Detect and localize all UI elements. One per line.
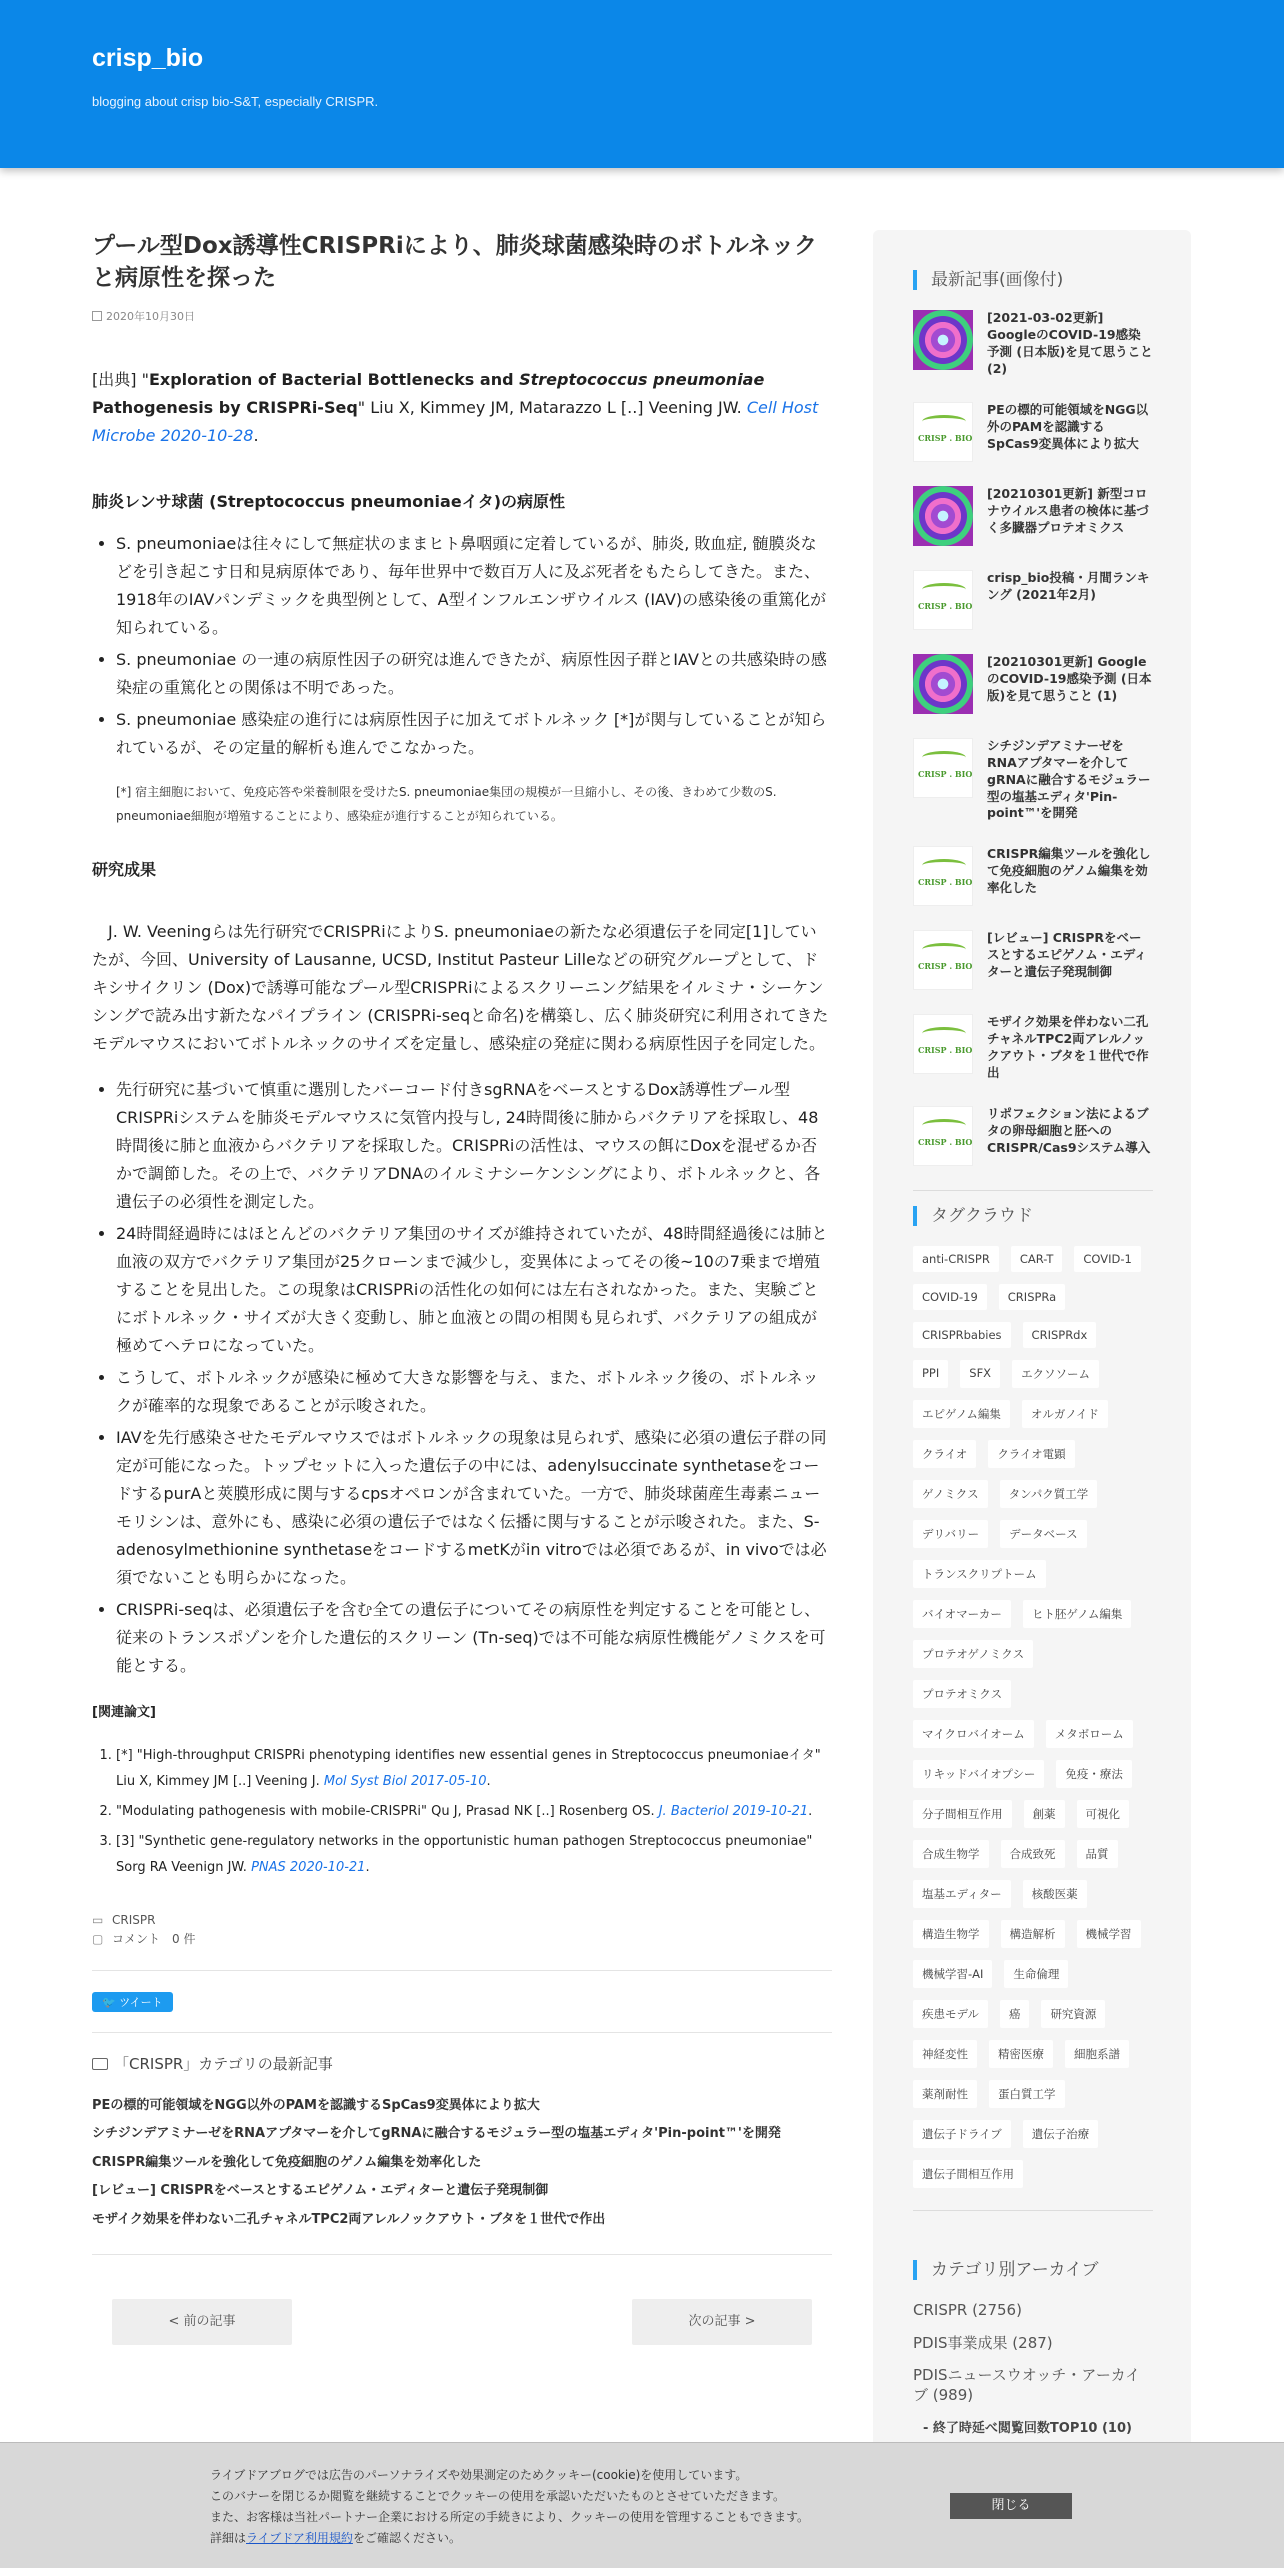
category-recent-heading-text: 「CRISPR」カテゴリの最新記事 bbox=[114, 2054, 333, 2073]
sidebar bbox=[873, 230, 1191, 2568]
thumbnail-image[interactable] bbox=[913, 930, 973, 990]
source-authors: " Liu X, Kimmey JM, Matarazzo L [..] Veening JW. bbox=[357, 398, 747, 418]
article bbox=[92, 230, 832, 2385]
tag-item[interactable]: デリバリー bbox=[913, 1520, 988, 1548]
source-end: . bbox=[253, 426, 259, 446]
tag-item[interactable]: ゲノミクス bbox=[913, 1480, 988, 1508]
source-title-c: Pathogenesis by CRISPRi-Seq bbox=[92, 398, 358, 418]
list-item: • 先行研究に基づいて慎重に選別したバーコード付きsgRNAをベースとするDox誘導性プール型CRISPRiシステムを肺炎モデルマウスに気管内投与し, 24時間後に肺からバクテリアを採取し、48時間後に肺と血液からバクテリアを採取した。CRISPRiの活性は、マウスの餌にDoxを混ぜるか否かで調節した。その上で、バクテリアDNAのイルミナシーケンシングにより、ボトルネックと、各遺伝子の必須性を測定した。 bbox=[116, 1076, 832, 1216]
tag-item[interactable]: タンパク質工学 bbox=[1000, 1480, 1098, 1508]
post-title: プール型Dox誘導性CRISPRiにより、肺炎球菌感染時のボトルネックと病原性を探った bbox=[92, 233, 818, 292]
tag-item[interactable]: 研究資源 bbox=[1041, 2000, 1105, 2028]
recent-post-title[interactable]: シチジンデアミナーゼをRNAアプタマーを介してgRNAに融合するモジュラー型の塩基エディタ'Pin-point™'を開発 bbox=[987, 737, 1151, 821]
tag-item[interactable]: エピゲノム編集 bbox=[913, 1400, 1010, 1428]
site-header bbox=[0, 0, 1284, 168]
tag-item[interactable]: 核酸医薬 bbox=[1023, 1880, 1087, 1908]
recent-post-title[interactable]: crisp_bio投稿・月間ランキング (2021年2月) bbox=[987, 569, 1150, 602]
tag-item[interactable]: CRISPRbabies bbox=[913, 1322, 1011, 1348]
section2-intro: J. W. Veeningらは先行研究でCRISPRiによりS. pneumoniaeの新たな必須遺伝子を同定[1]していたが、今回、University of Lausanne, UCSD, Institut Pasteur Lilleなどの研究グループとして、ドキシサイクリン (Dox)で誘導可能なプール型CRISPRiによるスクリーニング結果をイルミナ・シーケンシングで読み出す新たなパイプライン (CRISPRi-seqと命名)を構築し、広く肺炎研究に利用されてきたモデルマウスにおいてボトルネックのサイズを定量し、感染症の発症に関わる病原性因子を同定した。 bbox=[92, 922, 829, 1054]
post-category bbox=[92, 1911, 832, 1930]
tag-item[interactable]: 免疫・療法 bbox=[1056, 1760, 1132, 1788]
recent-post[interactable] bbox=[913, 1106, 1153, 1166]
thumbnail-image[interactable] bbox=[913, 654, 973, 714]
prev-post-button[interactable]: < 前の記事 bbox=[112, 2299, 292, 2345]
thumbnail-image[interactable] bbox=[913, 570, 973, 630]
source-title-a: Exploration of Bacterial Bottlenecks and bbox=[148, 370, 520, 390]
cookie-line: また、お客様は当社パートナー企業における所定の手続きにより、クッキーの使用を管理することもできます。 bbox=[210, 2510, 810, 2524]
divider bbox=[913, 2210, 1153, 2211]
reference-text: [*] "High-throughput CRISPRi phenotyping identifies new essential genes in Streptococcus pneumoniaeイタ" Liu X, Kimmey JM [..] Veening J. bbox=[116, 1748, 821, 1790]
thumbnail-image[interactable] bbox=[913, 738, 973, 798]
list-item[interactable]: シチジンデアミナーゼをRNAアプタマーを介してgRNAに融合するモジュラー型の塩基エディタ'Pin-point™'を開発 bbox=[92, 2126, 781, 2142]
tag-item[interactable]: 機械学習 bbox=[1077, 1920, 1141, 1948]
section1-heading: 肺炎レンサ球菌 (Streptococcus pneumoniaeイタ)の病原性 bbox=[92, 492, 566, 512]
recent-post-title[interactable]: リポフェクション法によるブタの卵母細胞と胚へのCRISPR/Cas9システム導入 bbox=[987, 1105, 1151, 1155]
terms-link[interactable]: ライブドア利用規約 bbox=[246, 2531, 353, 2545]
tag-item[interactable]: 品質 bbox=[1077, 1840, 1118, 1868]
category-archive-widget bbox=[913, 2260, 1153, 2436]
source-prefix: [出典] " bbox=[92, 370, 149, 390]
tag-item[interactable]: 遺伝子ドライブ bbox=[913, 2120, 1011, 2148]
tag-item[interactable]: 塩基エディター bbox=[913, 1880, 1011, 1908]
recent-posts-heading: 最新記事(画像付) bbox=[913, 270, 1153, 290]
recent-post-title[interactable]: CRISPR編集ツールを強化して免疫細胞のゲノム編集を効率化した bbox=[987, 846, 1151, 896]
tag-item[interactable]: クライオ bbox=[913, 1440, 976, 1468]
recent-post-title[interactable]: [20210301更新] 新型コロナウイルス患者の検体に基づく多臓器プロテオミクス bbox=[987, 485, 1149, 535]
post-comments bbox=[92, 1930, 832, 1949]
recent-posts-widget bbox=[913, 270, 1153, 1201]
tag-item[interactable]: トランスクリプトーム bbox=[913, 1560, 1046, 1588]
list-item: • S. pneumoniaeは往々にして無症状のままヒト鼻咽頭に定着しているが、肺炎, 敗血症, 髄膜炎などを引き起こす日和見病原体であり、毎年世界中で数百万人に及ぶ死者をもたらしてきた。また、1918年のIAVパンデミックを典型例として、A型インフルエンザウイルス (IAV)の感染後の重篤化が知られている。 bbox=[116, 530, 832, 642]
site-description: blogging about crisp bio-S&T, especially CRISPR. bbox=[92, 94, 379, 109]
archive-item[interactable]: PDISニュースウオッチ・アーカイブ (989) bbox=[913, 2365, 1141, 2405]
tag-item[interactable]: PPI bbox=[913, 1360, 948, 1388]
reference-end: . bbox=[486, 1774, 491, 1790]
cookie-banner bbox=[0, 2442, 1284, 2568]
comment-icon: ▢ bbox=[92, 1932, 104, 1947]
post-body bbox=[92, 366, 832, 1881]
cookie-line: このバナーを閉じるか閲覧を継続することでクッキーの使用を承認いただいたものとさせていただきます。 bbox=[210, 2489, 786, 2503]
list-item: • S. pneumoniae 感染症の進行には病原性因子に加えてボトルネック [*]が関与していることが知られているが、その定量的解析も進んでこなかった。 bbox=[116, 706, 832, 762]
thumbnail-image[interactable] bbox=[913, 310, 973, 370]
recent-post-title[interactable]: [2021-03-02更新] GoogleのCOVID-19感染予測 (日本版)を見て思うこと (2) bbox=[987, 310, 1153, 377]
tag-item[interactable]: SFX bbox=[960, 1360, 1000, 1388]
tag-item[interactable]: 合成生物学 bbox=[913, 1840, 989, 1868]
tag-item[interactable]: 疾患モデル bbox=[913, 2000, 988, 2028]
reference-item bbox=[116, 1799, 832, 1825]
tag-item[interactable]: オルガノイド bbox=[1022, 1400, 1108, 1428]
tag-item[interactable]: CRISPRdx bbox=[1023, 1322, 1097, 1348]
thumbnail-image[interactable] bbox=[913, 846, 973, 906]
recent-post-title[interactable]: [レビュー] CRISPRをベースとするエピゲノム・エディターと遺伝子発現制御 bbox=[987, 930, 1147, 980]
recent-post[interactable] bbox=[913, 570, 1153, 630]
reference-item bbox=[116, 1743, 832, 1795]
tweet-button[interactable] bbox=[92, 1992, 173, 2012]
post-date-text: 2020年10月30日 bbox=[106, 310, 195, 324]
tag-list bbox=[913, 1246, 1153, 2200]
list-item[interactable]: [レビュー] CRISPRをベースとするエピゲノム・エディターと遺伝子発現制御 bbox=[92, 2183, 549, 2199]
divider bbox=[92, 1970, 832, 1971]
reference-link[interactable]: J. Bacteriol 2019-10-21 bbox=[658, 1804, 809, 1820]
tag-item[interactable]: ヒト胚ゲノム編集 bbox=[1023, 1600, 1131, 1628]
tag-item[interactable]: 薬剤耐性 bbox=[913, 2080, 977, 2108]
pager bbox=[92, 2275, 832, 2385]
list-item: • こうして、ボトルネックが感染に極めて大きな影響を与え、また、ボトルネック後の、ボトルネックが確率的な現象であることが示唆された。 bbox=[116, 1364, 832, 1420]
tag-item[interactable]: 細胞系譜 bbox=[1065, 2040, 1129, 2068]
tag-item[interactable]: CRISPRa bbox=[999, 1284, 1065, 1310]
source-title-b: Streptococcus pneumoniae bbox=[519, 370, 765, 390]
recent-post[interactable] bbox=[913, 402, 1153, 462]
source-journal-link[interactable]: Cell Host Microbe 2020-10-28 bbox=[92, 398, 819, 446]
tag-item[interactable]: 遺伝子治療 bbox=[1023, 2120, 1099, 2148]
cookie-suffix: をご確認ください。 bbox=[352, 2531, 461, 2545]
cookie-close-button[interactable]: 閉じる bbox=[950, 2493, 1072, 2519]
tag-item[interactable]: データベース bbox=[1000, 1520, 1086, 1548]
archive-item[interactable]: CRISPR (2756) bbox=[913, 2301, 1022, 2320]
recent-post[interactable] bbox=[913, 930, 1153, 990]
reference-text: "Modulating pathogenesis with mobile-CRISPRi" Qu J, Prasad NK [..] Rosenberg OS. bbox=[116, 1804, 659, 1820]
folder-icon bbox=[92, 2058, 108, 2070]
tag-item[interactable]: COVID-1 bbox=[1074, 1246, 1140, 1272]
source-citation bbox=[92, 366, 832, 450]
cookie-line bbox=[210, 2528, 930, 2549]
list-item: • 24時間経過時にはほとんどのバクテリア集団のサイズが維持されていたが、48時間経過後には肺と血液の双方でバクテリア集団が25クローンまで減少し，変異体によってその後~10の7乗まで増殖することを見出した。この現象はCRISPRiの活性化の如何には左右されなかった。また、実験ごとにボトルネック・サイズが大きく変動し、肺と血液との間の相関も見られず、バクテリアの組成が極めてヘテロになっていた。 bbox=[116, 1220, 832, 1360]
section1-list bbox=[92, 530, 832, 762]
archive-item[interactable]: PDIS事業成果 (287) bbox=[913, 2333, 1053, 2352]
reference-item bbox=[116, 1829, 832, 1881]
recent-post[interactable] bbox=[913, 1014, 1153, 1082]
list-item: • CRISPRi-seqは、必須遺伝子を含む全ての遺伝子についてその病原性を判定することを可能とし、従来のトランスポゾンを介した遺伝的スクリーン (Tn-seq)では不可能な病原性機能ゲノミクスを可能とする。 bbox=[116, 1596, 832, 1680]
reference-end: . bbox=[808, 1804, 813, 1820]
thumbnail-image[interactable] bbox=[913, 402, 973, 462]
reference-link[interactable]: Mol Syst Biol 2017-05-10 bbox=[323, 1774, 487, 1790]
site-title[interactable]: crisp_bio bbox=[92, 44, 204, 72]
tag-item[interactable]: メタボローム bbox=[1046, 1720, 1133, 1748]
tag-item[interactable]: 創薬 bbox=[1024, 1800, 1065, 1828]
twitter-icon: 🐦 bbox=[102, 1995, 116, 2009]
recent-post-title[interactable]: モザイク効果を伴わない二孔チャネルTPC2両アレルノックアウト・ブタを１世代で作出 bbox=[987, 1014, 1149, 1080]
section2-heading: 研究成果 bbox=[92, 860, 157, 880]
calendar-icon bbox=[92, 311, 102, 321]
tag-item[interactable]: CAR-T bbox=[1011, 1246, 1063, 1272]
tag-item[interactable]: 生命倫理 bbox=[1004, 1960, 1068, 1988]
reference-text: [3] "Synthetic gene-regulatory networks in the opportunistic human pathogen Streptococcus pneumoniae" Sorg RA Veenign JW. bbox=[116, 1834, 813, 1876]
tag-item[interactable]: 蛋白質工学 bbox=[989, 2080, 1065, 2108]
thumbnail-image[interactable] bbox=[913, 1106, 973, 1166]
next-post-button[interactable]: 次の記事 > bbox=[632, 2299, 812, 2345]
tag-item[interactable]: リキッドバイオプシー bbox=[913, 1760, 1044, 1788]
tag-item[interactable]: 癌 bbox=[1000, 2000, 1030, 2028]
archive-subitem[interactable]: - 終了時延べ閲覧回数TOP10 (10) bbox=[923, 2421, 1132, 2437]
tag-item[interactable]: 機械学習-AI bbox=[913, 1960, 992, 1988]
recent-post[interactable] bbox=[913, 738, 1153, 822]
tag-item[interactable]: 構造解析 bbox=[1001, 1920, 1065, 1948]
tag-item[interactable]: 構造生物学 bbox=[913, 1920, 989, 1948]
reference-end: . bbox=[365, 1860, 370, 1876]
cookie-prefix: 詳細は bbox=[210, 2531, 247, 2545]
tweet-label: ツイート bbox=[119, 1995, 163, 2009]
divider bbox=[913, 1190, 1153, 1191]
tag-cloud-heading: タグクラウド bbox=[913, 1206, 1153, 1226]
section2-list bbox=[92, 1076, 832, 1680]
folder-icon: ▭ bbox=[92, 1913, 104, 1928]
tag-item[interactable]: バイオマーカー bbox=[913, 1600, 1011, 1628]
tag-item[interactable]: 合成致死 bbox=[1001, 1840, 1065, 1868]
list-item[interactable]: CRISPR編集ツールを強化して免疫細胞のゲノム編集を効率化した bbox=[92, 2154, 482, 2170]
category-archive-heading: カテゴリ別アーカイブ bbox=[913, 2260, 1153, 2280]
tag-item[interactable]: マイクロバイオーム bbox=[913, 1720, 1034, 1748]
list-item: • IAVを先行感染させたモデルマウスではボトルネックの現象は見られず、感染に必須の遺伝子群の同定が可能になった。トップセットに入った遺伝子の中には、adenylsuccinate synthetaseをコードするpurAと莢膜形成に関与するcpsオペロンが含まれていた。一方で、肺炎球菌産生毒素ニューモリシンは、意外にも、感染に必須の遺伝子ではなく伝播に関与することが示唆された。また、S-adenosylmethionine synthetaseをコードするmetKがin vitroでは必須であるが、in vivoでは必須でないことも明らかになった。 bbox=[116, 1424, 832, 1592]
tag-item[interactable]: anti-CRISPR bbox=[913, 1246, 999, 1272]
list-item[interactable]: モザイク効果を伴わない二孔チャネルTPC2両アレルノックアウト・ブタを１世代で作出 bbox=[92, 2211, 606, 2227]
share-area bbox=[92, 1991, 832, 2012]
category-recent-heading bbox=[92, 2053, 832, 2074]
recent-post-title[interactable]: PEの標的可能領域をNGG以外のPAMを認識するSpCas9変異体により拡大 bbox=[987, 401, 1149, 451]
tag-item[interactable]: プロテオゲノミクス bbox=[913, 1640, 1033, 1668]
list-item: • S. pneumoniae の一連の病原性因子の研究は進んできたが、病原性因子群とIAVとの共感染時の感染症の重篤化との関係は不明であった。 bbox=[116, 646, 832, 702]
tag-item[interactable]: 遺伝子間相互作用 bbox=[913, 2160, 1023, 2188]
tag-item[interactable]: 可視化 bbox=[1077, 1800, 1130, 1828]
tag-item[interactable]: クライオ電顕 bbox=[988, 1440, 1074, 1468]
tag-item[interactable]: エクソソーム bbox=[1012, 1360, 1099, 1388]
thumbnail-image[interactable] bbox=[913, 486, 973, 546]
tag-item[interactable]: 精密医療 bbox=[989, 2040, 1053, 2068]
reference-link[interactable]: PNAS 2020-10-21 bbox=[251, 1860, 366, 1876]
divider bbox=[92, 2032, 832, 2033]
related-heading: [関連論文] bbox=[92, 1705, 156, 1721]
reference-list bbox=[92, 1743, 832, 1881]
divider bbox=[92, 2254, 832, 2255]
recent-post[interactable] bbox=[913, 846, 1153, 906]
cookie-line: ライブドアブログでは広告のパーソナライズや効果測定のためクッキー(cookie)を使用しています。 bbox=[210, 2468, 748, 2482]
cookie-text bbox=[210, 2465, 930, 2549]
comments-link[interactable]: コメント 0 件 bbox=[112, 1932, 196, 1947]
post-date bbox=[92, 308, 832, 324]
tag-cloud-widget bbox=[913, 1206, 1153, 2221]
recent-post[interactable] bbox=[913, 310, 1153, 378]
tag-item[interactable]: 神経変性 bbox=[913, 2040, 977, 2068]
tag-item[interactable]: 分子間相互作用 bbox=[913, 1800, 1012, 1828]
footnote: [*] 宿主細胞において、免疫応答や栄養制限を受けたS. pneumoniae集団の規模が一旦縮小し、その後、きわめて少数のS. pneumoniae細胞が増殖することにより、感染症が進行することが知られている。 bbox=[116, 785, 777, 824]
tag-item[interactable]: COVID-19 bbox=[913, 1284, 987, 1310]
recent-post[interactable] bbox=[913, 654, 1153, 714]
category-recent-list bbox=[92, 2092, 832, 2235]
tag-item[interactable]: プロテオミクス bbox=[913, 1680, 1011, 1708]
recent-post[interactable] bbox=[913, 486, 1153, 546]
thumbnail-image[interactable] bbox=[913, 1014, 973, 1074]
recent-post-title[interactable]: [20210301更新] GoogleのCOVID-19感染予測 (日本版)を見て思うこと (1) bbox=[987, 653, 1152, 703]
category-link[interactable]: CRISPR bbox=[112, 1913, 156, 1928]
list-item[interactable]: PEの標的可能領域をNGG以外のPAMを認識するSpCas9変異体により拡大 bbox=[92, 2097, 540, 2113]
